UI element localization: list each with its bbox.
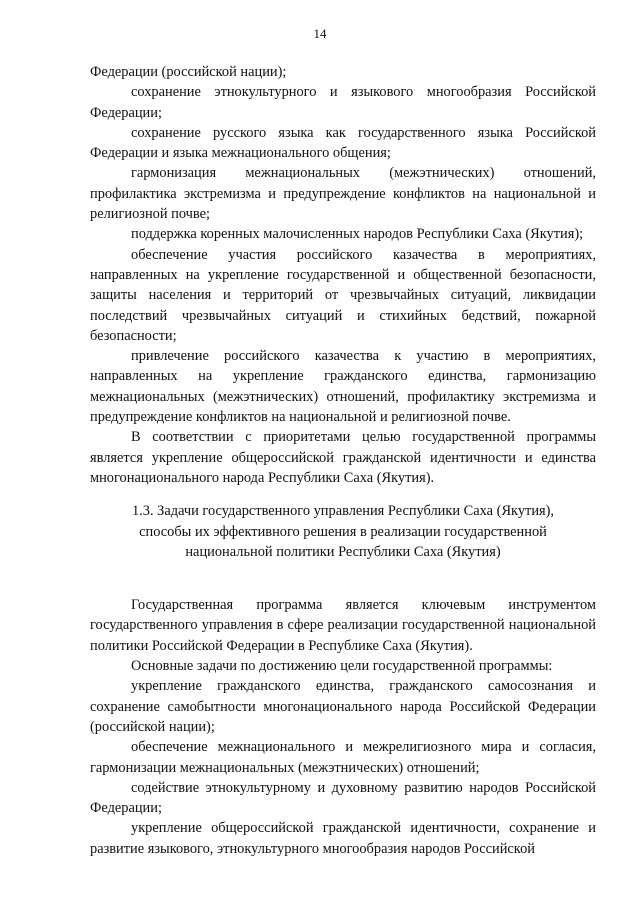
- paragraph: сохранение русского языка как государственного языка Российской Федерации и языка межнационального общения;: [90, 124, 596, 162]
- paragraph: укрепление гражданского единства, гражданского самосознания и сохранение самобытности многонационального народа Российской Федерации (российской нации);: [90, 678, 596, 735]
- paragraph: Основные задачи по достижению цели государственной программы:: [131, 658, 553, 675]
- paragraphs-top: [90, 62, 596, 488]
- paragraph: гармонизация межнациональных (межэтнических) отношений, профилактика экстремизма и предупреждение конфликтов на национальной и религиозной почве;: [90, 165, 596, 223]
- paragraph: Федерации (российской нации);: [90, 64, 287, 80]
- section-heading: 1.3. Задачи государственного управления Республики Саха (Якутия), способы их эффективного решения в реализации государственной национальной политики Республики Саха (Якутия): [131, 503, 555, 560]
- paragraph: сохранение этнокультурного и языкового многообразия Российской Федерации;: [90, 84, 596, 121]
- paragraph: привлечение российского казачества к участию в мероприятиях, направленных на укрепление гражданского единства, гармонизацию межнациональных (межэтнических) отношений, профилактику экстремизма и предупреждение конфликтов на национальной и религиозной почве.: [90, 348, 596, 426]
- paragraph: В соответствии с приоритетами целью государственной программы является укрепление общероссийской гражданской идентичности и единства многонационального народа Республики Саха (Якутия).: [90, 429, 596, 486]
- paragraphs-bottom: [90, 595, 596, 859]
- document-body: [90, 62, 596, 859]
- paragraph: Государственная программа является ключевым инструментом государственного управления в сфере реализации государственной национальной политики Российской Федерации в Республике Саха (Якутия).: [90, 597, 596, 654]
- paragraph: обеспечение межнационального и межрелигиозного мира и согласия, гармонизации межнациональных (межэтнических) отношений;: [90, 739, 596, 776]
- paragraph: обеспечение участия российского казачества в мероприятиях, направленных на укрепление государственной и общественной безопасности, защиты населения и территорий от чрезвычайных ситуаций, ликвидации последствий чрезвычайных ситуаций и стихийных бедствий, пожарной безопасности;: [90, 246, 596, 344]
- section-spacer: [90, 562, 596, 595]
- paragraph: укрепление общероссийской гражданской идентичности, сохранение и развитие языкового, этнокультурного многообразия народов Российской: [90, 820, 596, 857]
- page-number: 14: [313, 26, 327, 41]
- paragraph: содействие этнокультурному и духовному развитию народов Российской Федерации;: [90, 779, 596, 817]
- paragraph: поддержка коренных малочисленных народов Республики Саха (Якутия);: [131, 226, 584, 243]
